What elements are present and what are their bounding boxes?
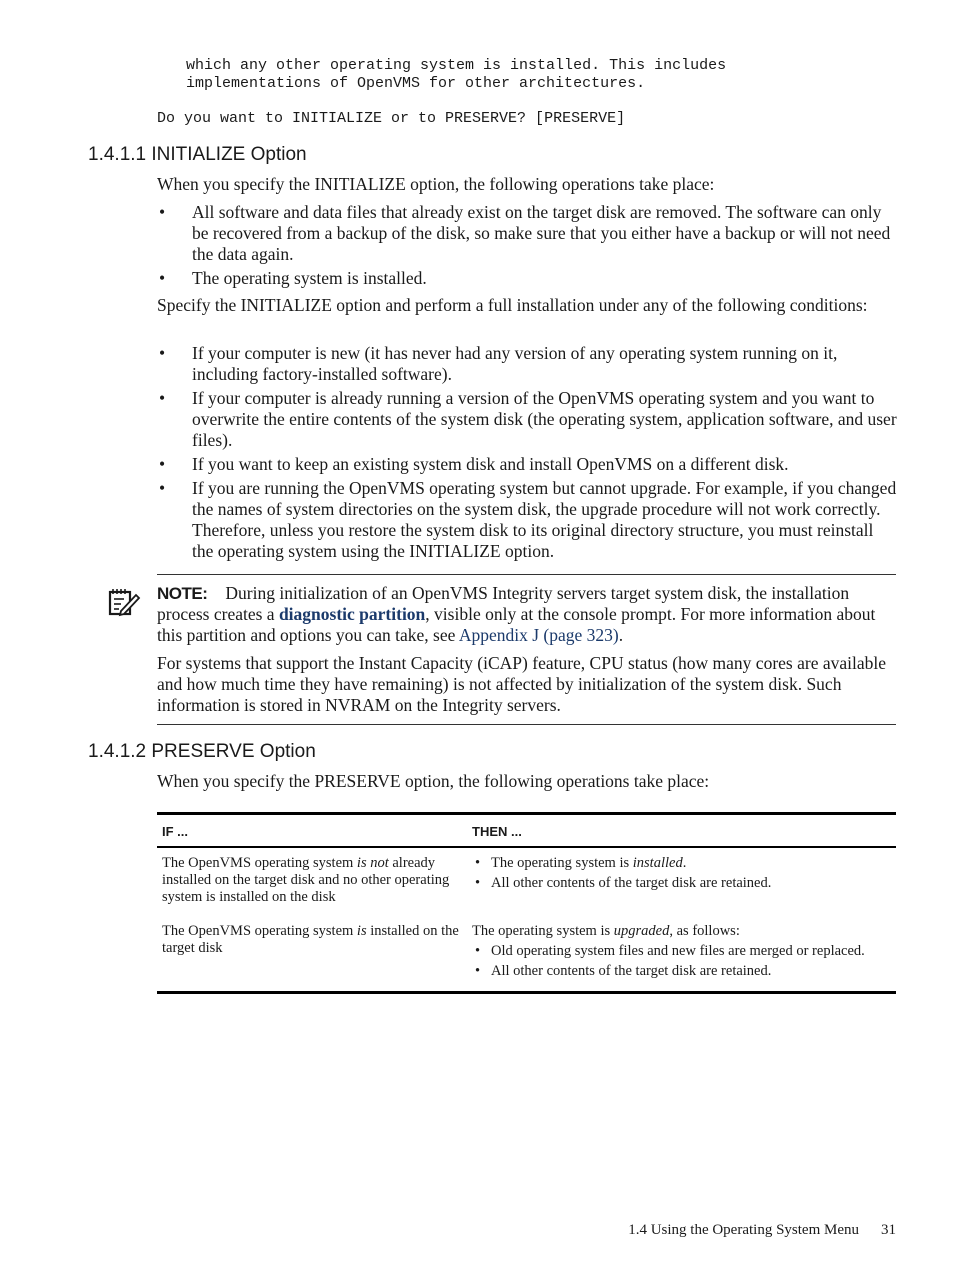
table-row	[157, 912, 896, 993]
code-line-1: which any other operating system is installed. This includes	[186, 57, 727, 74]
page-footer	[628, 1222, 896, 1239]
row2-then-cell	[467, 912, 896, 993]
row1-if-cell	[157, 847, 467, 912]
row1-then-cell	[467, 847, 896, 912]
list-item	[472, 855, 891, 872]
list-item: • All other contents of the target disk are retained.	[472, 963, 891, 980]
row1-then1-text-b: .	[682, 855, 687, 871]
heading-initialize: 1.4.1.1 INITIALIZE Option	[88, 144, 307, 165]
list-item: • If your computer is new (it has never had any version of any operating system running on it, including factory-installed software).	[157, 343, 899, 385]
row2-if-emphasis: is	[356, 923, 367, 939]
note-text	[157, 583, 899, 646]
row2-if-text-a: The OpenVMS operating system	[162, 923, 357, 939]
table-header-row	[157, 814, 896, 848]
row2-then-text-a: The operating system is	[472, 923, 614, 939]
conditions-list	[157, 343, 899, 565]
column-header-if: IF ...	[157, 814, 467, 848]
note-label: NOTE:	[157, 584, 208, 603]
row2-if-cell	[157, 912, 467, 993]
row2-if-text-b: installed on the target disk	[162, 923, 459, 956]
term-diagnostic-partition: diagnostic partition	[278, 604, 426, 624]
note-top-rule	[157, 574, 896, 575]
row2-then-emphasis: upgraded	[613, 923, 670, 939]
heading-preserve: 1.4.1.2 PRESERVE Option	[88, 741, 316, 762]
row1-if-text-b: already installed on the target disk and no other operating system is installed on the disk	[162, 855, 450, 905]
list-item: • All other contents of the target disk are retained.	[472, 875, 891, 892]
initialize-ops-list	[157, 202, 899, 292]
list-item: • Old operating system files and new files are merged or replaced.	[472, 943, 891, 960]
list-item: • All software and data files that already exist on the target disk are removed. The software can only be recovered from a backup of the disk, so make sure that you either have a backup or will not need the data again.	[157, 202, 899, 265]
row2-then-intro	[472, 923, 891, 940]
code-prompt: Do you want to INITIALIZE or to PRESERVE? [PRESERVE]	[157, 110, 626, 127]
row1-then-list	[472, 855, 891, 892]
list-item: • If your computer is already running a version of the OpenVMS operating system and you want to overwrite the entire contents of the system disk (the operating system, application software, and user files).	[157, 388, 899, 451]
table-row	[157, 847, 896, 912]
row2-then-text-b: , as follows:	[669, 923, 740, 939]
footer-section-title: 1.4 Using the Operating System Menu	[628, 1222, 859, 1238]
row2-then-list	[472, 943, 891, 980]
row1-then1-text-a: The operating system is	[491, 855, 633, 871]
note-text-middle: , visible only at the console prompt. For more information about this partition and options you can take, see	[157, 604, 876, 645]
note-text-after: .	[618, 625, 624, 645]
code-line-2: implementations of OpenVMS for other architectures.	[186, 75, 646, 92]
page-number: 31	[881, 1222, 896, 1238]
list-item: • The operating system is installed.	[157, 268, 899, 289]
note-text-before: During initialization of an OpenVMS Integrity servers target system disk, the installation process creates a	[157, 583, 850, 624]
note-pencil-icon	[107, 587, 141, 617]
appendix-j-link[interactable]: Appendix J (page 323)	[458, 625, 619, 645]
initialize-intro: When you specify the INITIALIZE option, the following operations take place:	[157, 174, 715, 194]
list-item: • If you are running the OpenVMS operating system but cannot upgrade. For example, if you changed the names of system directories on the system disk, the upgrade procedure will not work correctly. Therefore, unless you restore the system disk to its original directory structure, you must reinstall the operating system using the INITIALIZE option.	[157, 478, 899, 562]
note-bottom-rule	[157, 724, 896, 725]
row1-if-emphasis: is not	[356, 855, 389, 871]
column-header-then: THEN ...	[467, 814, 896, 848]
row1-if-text-a: The OpenVMS operating system	[162, 855, 357, 871]
preserve-intro: When you specify the PRESERVE option, the following operations take place:	[157, 771, 710, 791]
list-item: • If you want to keep an existing system disk and install OpenVMS on a different disk.	[157, 454, 899, 475]
note-icap-text: For systems that support the Instant Capacity (iCAP) feature, CPU status (how many cores are available and how much time they have remaining) is not affected by initialization of the system disk. Such information is stored in NVRAM on the Integrity servers.	[157, 653, 887, 715]
preserve-table	[157, 812, 896, 994]
conditions-intro: Specify the INITIALIZE option and perform a full installation under any of the following conditions:	[157, 295, 868, 315]
row1-then1-emphasis: installed	[632, 855, 683, 871]
